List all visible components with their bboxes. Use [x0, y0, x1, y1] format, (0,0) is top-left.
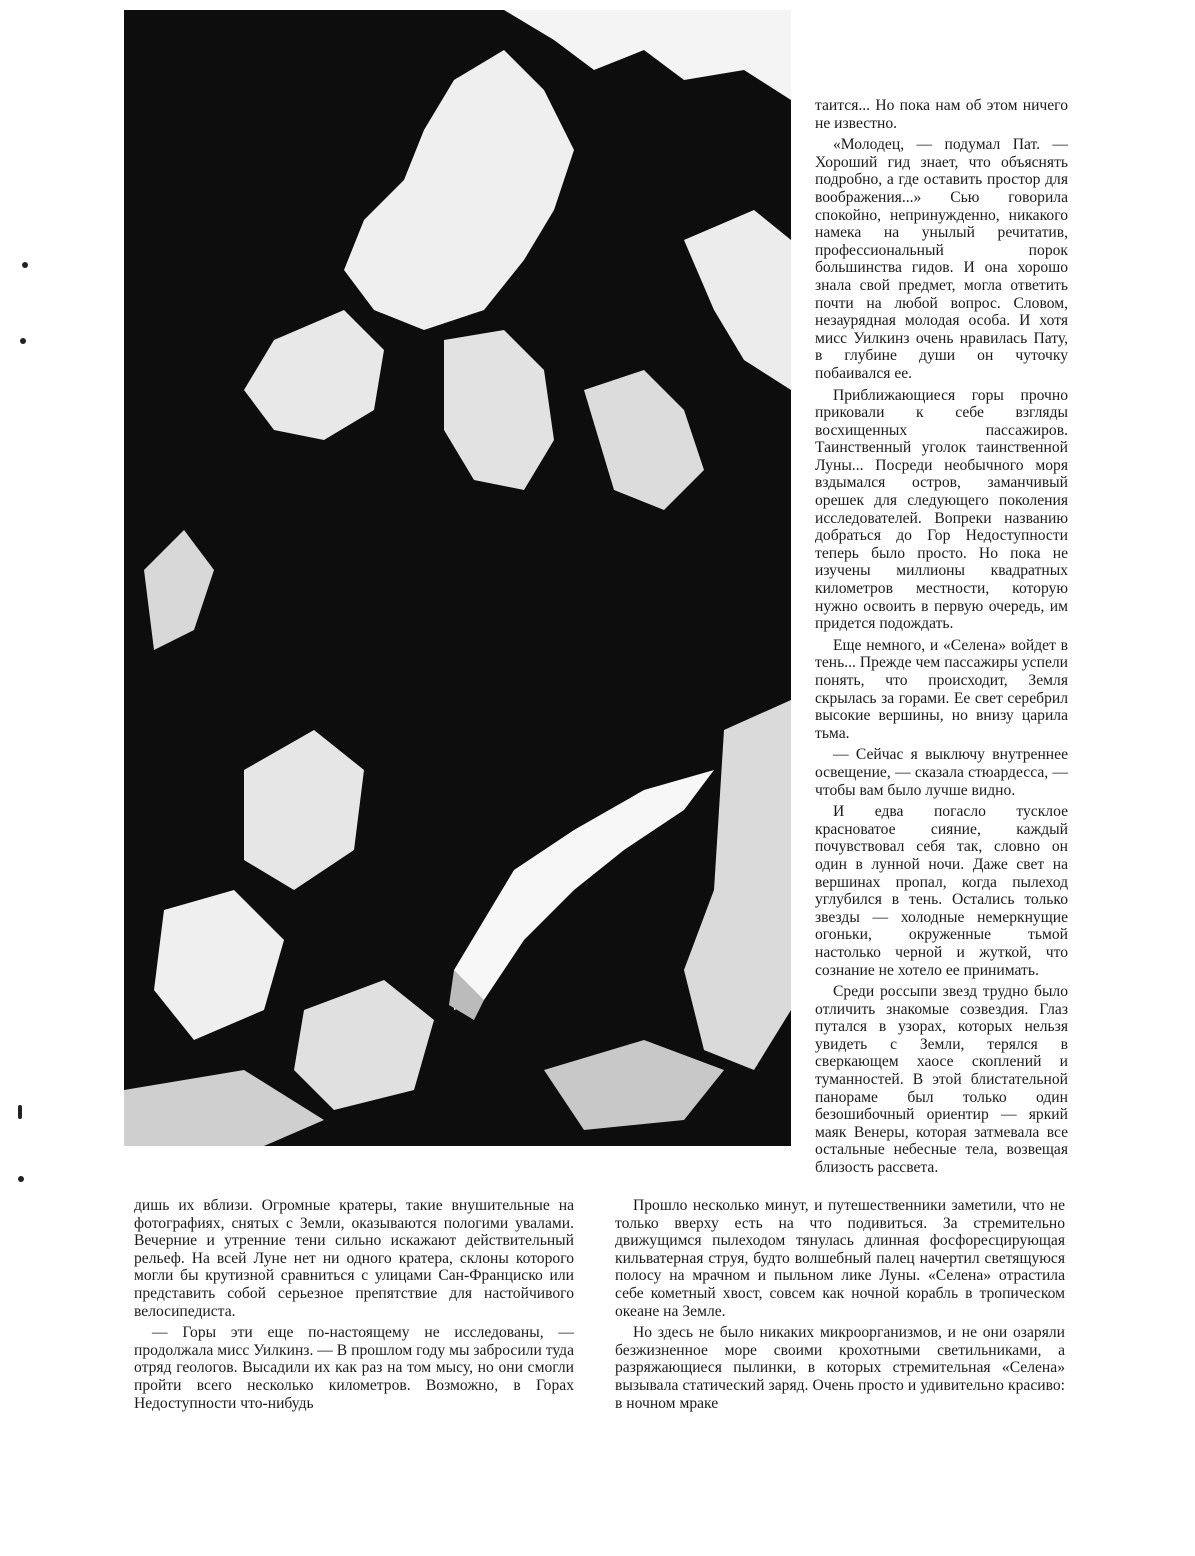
paragraph: Еще немного, и «Селена» войдет в тень... Прежде чем пассажиры успели понять, что происходит, Земля скрылась за горами. Ее свет серебрил высокие вершины, но внизу царила тьма.	[815, 636, 1068, 742]
paragraph: И едва погасло тусклое красноватое сияние, каждый почувствовал себя так, словно он один в лунной ночи. Даже свет на вершинах пропал, когда пылеход углубился в тень. Остались только звезды — холодные немеркнущие огоньки, окруженные тьмой настолько черной и жуткой, что сознание не хотело ее принимать.	[815, 803, 1068, 979]
illustration-artwork	[124, 10, 791, 1146]
moon-mountains-illustration	[124, 10, 791, 1146]
bottom-right-text-column	[615, 1197, 1065, 1416]
paragraph: дишь их вблизи. Огромные кратеры, такие внушительные на фотографиях, снятых с Земли, оказываются пологими увалами. Вечерние и утренние тени сильно искажают действительный рельеф. На всей Луне нет ни одного кратера, склоны которого могли бы крутизной сравниться с улицами Сан-Франциско или представить собой серьезное препятствие для настойчивого велосипедиста.	[134, 1197, 574, 1320]
margin-mark	[20, 338, 26, 344]
bottom-left-text-column	[134, 1197, 574, 1416]
paragraph: Но здесь не было никаких микроорганизмов, и не они озаряли безжизненное море своими крохотными светильниками, а разряжающиеся пылинки, в которых стремительная «Селена» вызывала статический заряд. Очень просто и удивительно красиво: в ночном мраке	[615, 1324, 1065, 1412]
margin-mark	[22, 262, 28, 268]
paragraph: — Горы эти еще по-настоящему не исследованы, — продолжала мисс Уилкинз. — В прошлом году мы забросили туда отряд геологов. Высадили их как раз на том мысу, но они смогли пройти всего несколько километров. Возможно, в Горах Недоступности что-нибудь	[134, 1324, 574, 1412]
margin-mark	[18, 1176, 24, 1182]
paragraph: — Сейчас я выключу внутреннее освещение, — сказала стюардесса, — чтобы вам было лучше видно.	[815, 746, 1068, 799]
paragraph: Приближающиеся горы прочно приковали к себе взгляды восхищенных пассажиров. Таинственный уголок таинственной Луны... Посреди необычного моря вздымался остров, заманчивый орешек для следующего поколения исследователей. Вопреки названию добраться до Гор Недоступности теперь было просто. Но пока не изучены миллионы квадратных километров местности, которую нужно освоить в первую очередь, им придется подождать.	[815, 386, 1068, 633]
paragraph: Прошло несколько минут, и путешественники заметили, что не только вверху есть на что подивиться. За стремительно движущимся пылеходом тянулась длинная фосфоресцирующая кильватерная струя, будто волшебный палец начертил светящуюся полосу на мрачном и пыльном лике Луны. «Селена» отрастила себе кометный хвост, совсем как ночной корабль в тропическом океане на Земле.	[615, 1197, 1065, 1320]
paragraph: Среди россыпи звезд трудно было отличить знакомые созвездия. Глаз путался в узорах, которых нельзя увидеть с Земли, терялся в сверкающем хаосе скоплений и туманностей. В этой блистательной панораме был только один безошибочный ориентир — яркий маяк Венеры, которая затмевала все остальные небесные тела, возвещая близость рассвета.	[815, 983, 1068, 1177]
right-text-column	[815, 97, 1068, 1181]
paragraph: таится... Но пока нам об этом ничего не известно.	[815, 97, 1068, 132]
margin-mark	[18, 1105, 22, 1119]
paragraph: «Молодец, — подумал Пат. — Хороший гид знает, что объяснять подробно, а где оставить простор для воображения...» Сью говорила спокойно, непринужденно, никакого намека на унылый речитатив, профессиональный порок большинства гидов. И она хорошо знала свой предмет, могла ответить почти на любой вопрос. Словом, незаурядная молодая особа. И хотя мисс Уилкинз очень нравилась Пату, в глубине души он чуточку побаивался ее.	[815, 136, 1068, 382]
